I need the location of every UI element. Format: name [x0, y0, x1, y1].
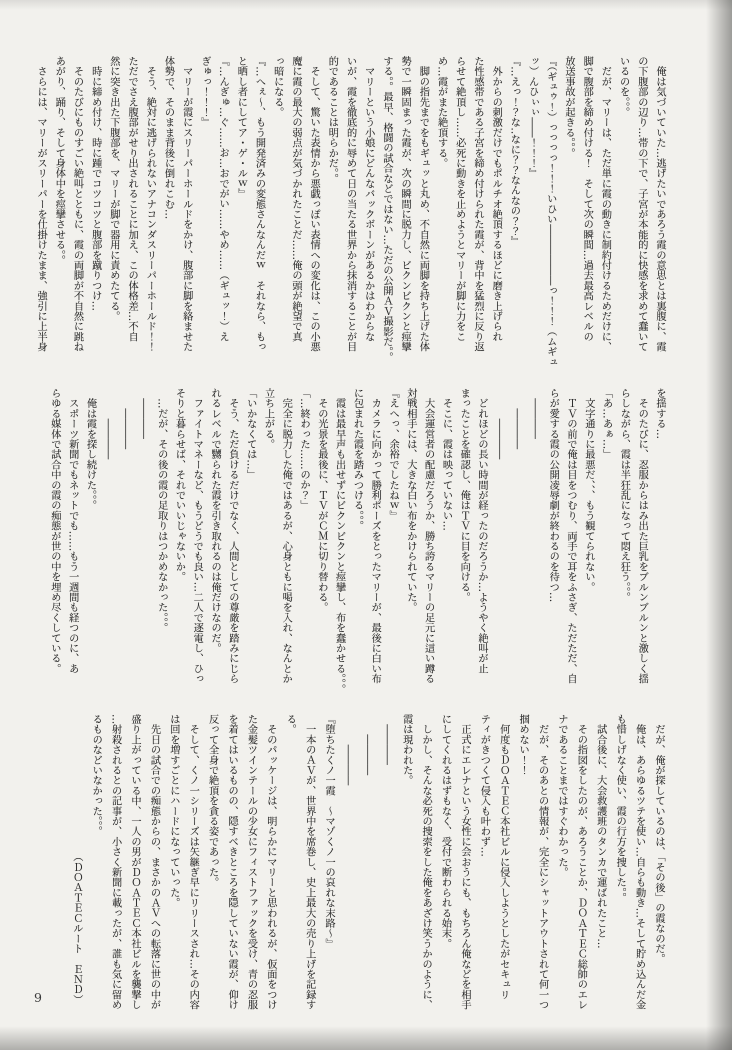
- scan-shadow-right: [706, 0, 732, 1050]
- text-line: た性感帯である子宮を締め付けられた霞が、背中を猛烈に反り返: [471, 56, 483, 352]
- text-line: 正式にエレナという女性に会おうにも、もちろん俺などを相手: [458, 714, 470, 1010]
- text-line: る。: [284, 714, 296, 735]
- text-line: ――――: [102, 388, 114, 460]
- text-line: 勢で一瞬固まった霞が、次の瞬間に脱力し、ビクンビクンと痙攣: [399, 56, 411, 352]
- text-line: 先日の試合での痴態からの、まさかのＡＶへの転落に世の中が: [148, 714, 160, 1010]
- text-line: 何度もＤＯＡＴＥＣ本社ビルに侵入しようとしたがセキュリ: [497, 714, 509, 1000]
- text-line: どれほどの長い時間が経ったのだろうか…ようやく絶叫が止: [476, 388, 488, 674]
- text-line: スポーツ新聞でもネットでも……もう一週間も経つのに、あ: [66, 388, 78, 674]
- text-line: 掴めない！！: [517, 714, 529, 776]
- text-line: 『…えっ！？な‥なに？？なんなの？？』: [508, 56, 520, 247]
- text-line: 対戦相手には、大きな白い布をかけられていた。: [404, 388, 416, 613]
- text-line: 「あ…あぁ…」: [600, 388, 612, 460]
- text-line: 『（ギュゥ！）っっっっ！！！いひい――――――っ！！！（ムギュ: [544, 56, 556, 368]
- text-line: だが、そのあとの情報が、完全にシャットアウトされて何一つ: [536, 714, 548, 1010]
- text-line: だが、俺が探しているのは、「その後」の霞なのだ。: [653, 714, 664, 964]
- text-line: …だが、その後の霞の足取りはつかめなかった。。。: [155, 388, 167, 633]
- text-line: そう、ただ負けるだけでなく、人間としての尊厳を踏みにじら: [226, 388, 238, 684]
- text-line: 魔に霞の最大の弱点が気づかれたことだ……俺の頭が絶望で真: [289, 56, 301, 342]
- text-block-middle: [45, 388, 668, 694]
- text-line: 霞は現われた。: [400, 714, 412, 786]
- text-line: 立ち上がる。: [262, 388, 274, 450]
- text-line: ――――: [381, 714, 393, 765]
- scan-shadow-top: [0, 0, 732, 10]
- text-line: ッ）んひぃぃ――！！！』: [526, 56, 538, 179]
- text-line: 盛り上がっている中、一人の男がＤＯＡＴＥＣ本社ビルを襲撃し: [129, 714, 141, 1010]
- text-line: ナであることまではすぐわかった。: [555, 714, 567, 878]
- text-line: その光景を最後に、ＴＶがＣＭに切り替わる。: [315, 388, 327, 613]
- text-line: らが愛する霞の公開凌辱劇が終わるのを待つ…: [547, 388, 559, 603]
- text-line: 試合後に、大会救護班のタンカで運ばれたこと…: [594, 714, 606, 949]
- text-line: そのたびにものすごい絶叫とともに、霞の両脚が不自然に跳ね: [71, 56, 83, 352]
- text-line: ――――: [120, 388, 132, 450]
- text-line: にしてくれるはずもなく、受付で断わられる始末。: [439, 714, 451, 949]
- page-number: 9: [34, 990, 42, 1005]
- text-line: ＴＶの前で俺は目をつむり、両手で耳をふさぎ、ただただ、自: [565, 388, 577, 684]
- text-line: ――――: [511, 388, 523, 450]
- text-line: ぎゅっ！！！』: [198, 56, 210, 128]
- text-line: そりと暮らせば、それでいいじゃないか。: [173, 388, 185, 582]
- text-line: らせて絶頂し……必死に動きを止めようとマリーが脚に力をこ: [453, 56, 465, 342]
- text-line: 外からの刺激だけでもポルチオ絶頂するほどに磨き上げられ: [490, 56, 502, 342]
- text-line: 脚の指先までをもギュッと丸め、不自然に両脚を持ち上げた体: [417, 56, 429, 352]
- text-line: っ暗になる。: [271, 56, 283, 118]
- text-line: た金髪ツインテールの少女にフィストファックを受け、青の忍服: [245, 714, 257, 1010]
- text-line: の下腹部の辺り…帯の下で、子宮が本能的に快感を求めて蠢いて: [635, 56, 647, 352]
- text-line: 俺は、あらゆるツテを使い…自らも動き…そして貯め込んだ金: [633, 714, 645, 1010]
- text-line: 完全に脱力した俺ではあるが、心身ともに喝を入れ、なんとか: [280, 388, 292, 684]
- text-line: いが、霞を徹底的に辱めて日の当たる世界から抹消することが目: [344, 56, 356, 352]
- text-line: 体勢で、そのまま背後に倒れこむ…: [162, 56, 174, 220]
- text-line: 俺は気づいていた…逃げたいであろう霞の意思とは裏腹に、霞: [654, 56, 665, 352]
- text-line: るものなどいなかった。。。: [90, 714, 102, 837]
- text-line: 一本のＡＶが、世界中を席巻し、史上最大の売り上げを記録す: [303, 714, 315, 1010]
- text-line: らしながら、霞は半狂乱になって悶え狂う。。。: [618, 388, 630, 603]
- text-line: （ＤＯＡＴＥＣルート ＥＮＤ）: [70, 714, 82, 1005]
- scan-shadow-bottom: [0, 1026, 732, 1050]
- text-line: 「…終わった……のか？」: [298, 388, 310, 511]
- text-line: そのパッケージは、明らかにマリーと思われるが、仮面をつけ: [264, 714, 276, 1010]
- text-line: も惜しげなく使い、霞の行方を捜した。。: [614, 714, 626, 903]
- text-block-bottom: [66, 714, 668, 1016]
- text-line: 的であることは明らかだ。。: [326, 56, 338, 184]
- text-line: ――――: [342, 714, 354, 786]
- text-line: に包まれた霞を踏みつける。。。: [351, 388, 363, 531]
- text-line: そう、絶対に逃げられないアナコンダスリーパーホールド！！: [144, 56, 156, 352]
- text-line: ――――: [361, 714, 373, 776]
- text-line: 然に突き出た下腹部を、マリーが脚で器用に責めたてる。: [107, 56, 119, 322]
- text-block-top: [31, 56, 668, 368]
- text-line: らゆる媒体で試合中の霞の痴態が世の中を埋め尽くしている。: [48, 388, 60, 674]
- text-line: そして、驚いた表情から悪戯っぽい表情への変化は、この小悪: [308, 56, 320, 352]
- text-line: 俺は霞を探し続けた。。。: [84, 388, 96, 511]
- text-line: 『…んぎゅ…ぐ……お…おでがい……やめ……（ギュッ！）え: [217, 56, 229, 342]
- text-line: 大会運営者の配慮だろうか、勝ち誇るマリーの足元に這い蹲る: [422, 388, 434, 684]
- text-line: そして、くノ一シリーズは矢継ぎ早にリリースされ…その内容: [187, 714, 199, 1010]
- text-line: 『えへっ、余裕でしたねｗ』: [387, 388, 399, 521]
- text-line: は回を増すごとにハードになっていった。: [167, 714, 179, 908]
- text-line: 反って全身で絶頂を貪る姿であった。: [206, 714, 218, 888]
- text-line: 時に締め付け、時に踵でコツコツと腹部を蹴りつけ…: [89, 56, 101, 311]
- text-line: さらには、マリーがスリーパーを仕掛けたまま、強引に上半身: [35, 56, 47, 352]
- text-line: まったことを確認し、俺はＴＶに目を向ける。: [458, 388, 470, 603]
- text-line: を揺する…: [654, 388, 665, 439]
- text-line: ――――: [137, 388, 149, 439]
- text-line: しかし、そんな必死の捜索をした俺をあざけ笑うかのように、: [420, 714, 432, 1010]
- text-line: れるレベルで嬲られた霞を引き取れるのは俺だけなのだ。: [209, 388, 221, 654]
- text-line: マリーという小娘にどんなバックボーンがあるかはわからな: [362, 56, 374, 342]
- text-line: その指図をしたのが、あろうことか、ＤＯＡＴＥＣ総帥のエレ: [575, 714, 587, 1010]
- text-line: ティがきつくて侵入も叶わず…: [478, 714, 490, 857]
- text-line: め…霞がまた絶頂する。: [435, 56, 447, 169]
- text-line: カメラに向かって勝利ポーズをとったマリーが、最後に白い布: [369, 388, 381, 684]
- text-line: そこに、霞は映っていない…: [440, 388, 452, 531]
- text-line: 『…へぇ～、もう開発済みの変態さんなんだｗ それなら、もっ: [253, 56, 265, 352]
- text-line: 脚で腹部を締め付ける！ そして次の瞬間…過去最高レベルの: [581, 56, 593, 342]
- text-line: 『堕ちたくノ一霞 ～マゾくノ一の哀れな末路～』: [323, 714, 335, 949]
- text-line: ――――: [529, 388, 541, 439]
- text-line: マリーが霞にスリーパーホールドをかけ、腹部に脚を絡ませた: [180, 56, 192, 352]
- text-line: 文字通りに最悪だ、、、もう観てられない。: [582, 388, 594, 592]
- text-line: いるのを。。。: [617, 56, 629, 118]
- text-line: そのたびに、忍服からはみ出た巨乳をブルンブルンと激しく揺: [636, 388, 648, 684]
- text-line: ファイトマネーなど、もうどうでも良い…二人で逐電し、ひっ: [191, 388, 203, 684]
- text-line: と晒し者にしてア・ゲ・ルｗ』: [235, 56, 247, 199]
- text-line: する。。最早、格闘の試合などではない…ただの公開ＡＶ撮影だ。。: [380, 56, 392, 362]
- text-line: …射殺されるとの記事が、小さく新聞に載ったが、誰も気に留め: [109, 714, 121, 1010]
- text-line: を着てはいるものの、隠すべきところを隠していない霞が、仰け: [226, 714, 238, 1010]
- text-line: ――――: [493, 388, 505, 460]
- text-line: 「いかなくては…」: [244, 388, 256, 480]
- text-line: ただでさえ腹部がせり出されることに加え、この体格差…不自: [126, 56, 138, 342]
- text-line: 霞は最早声も出せずにビクンビクンと痙攣し、布を蠢かせる。。。: [333, 388, 345, 694]
- text-line: 放送事故が起きる。。。: [562, 56, 574, 158]
- text-line: あがり、踊り、そして身体中を痙攣させる。。: [53, 56, 65, 266]
- text-line: だが、マリーは、ただ単に霞の動きに制約付けるためだけに、: [599, 56, 611, 352]
